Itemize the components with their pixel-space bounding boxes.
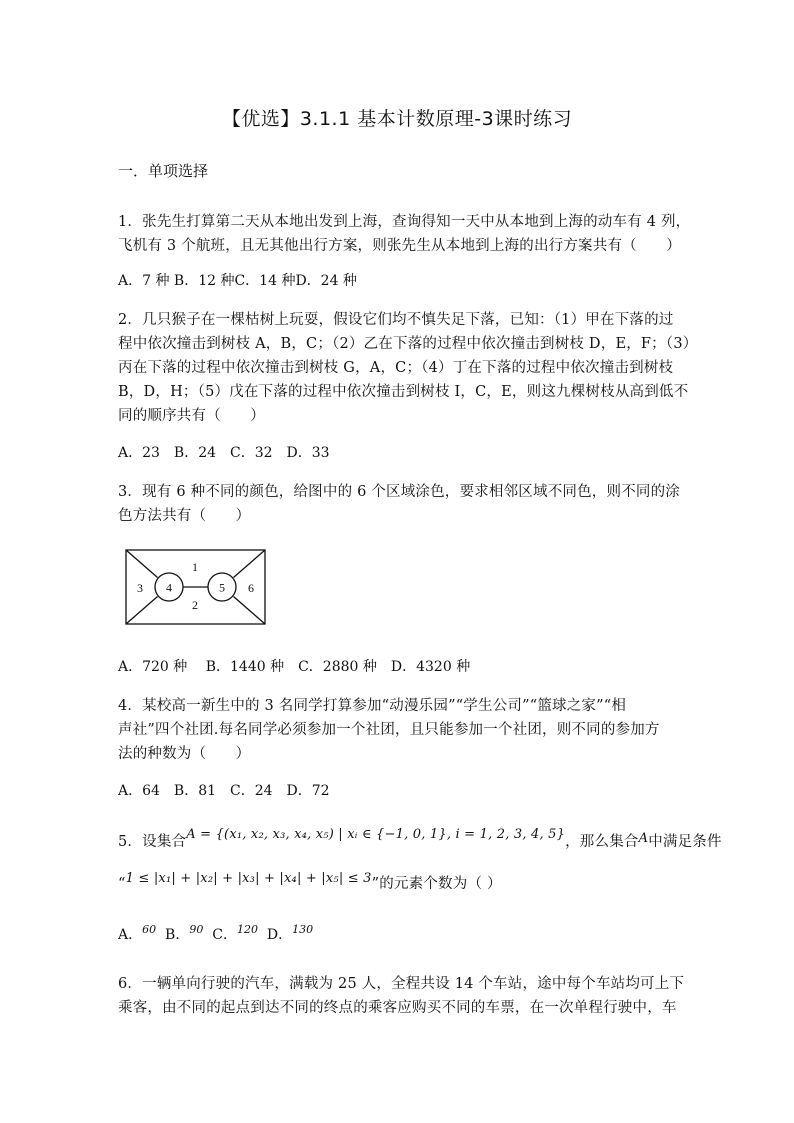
page-title: 【优选】3.1.1 基本计数原理-3课时练习 [221,108,573,130]
diagram-diag-bl [126,597,158,625]
q5-prefix: 5．设集合 [118,834,187,850]
diagram-diag-tr [234,550,266,578]
q3-options: A．720 种 B．1440 种 C．2880 种 D．4320 种 [118,659,471,675]
q5-condition: 1 ≤ |x₁| + |x₂| + |x₃| + |x₄| + |x₅| ≤ 3 [125,871,372,886]
q5-open-quote: “ [118,876,126,892]
region-diagram [124,548,269,632]
q4-line1: 4．某校高一新生中的 3 名同学打算参加“动漫乐园”“学生公司”“篮球之家”“相 [118,698,627,714]
q5-opt-c-label: C． [212,927,237,943]
q5-line1 [118,827,722,851]
q5-opt-a-label: A． [118,927,143,943]
region-label-1: 1 [192,560,198,574]
q2-options: A．23 B．24 C．32 D．33 [118,445,330,461]
q5-opt-b-value: 90 [189,923,204,936]
diagram-diag-tl [126,550,158,578]
q2-line4: B，D，H；（5）戊在下落的过程中依次撞击到树枝 I，C，E，则这九棵树枝从高到低不 [118,384,689,400]
q6-line1: 6．一辆单向行驶的汽车，满载为 25 人，全程共设 14 个车站，途中每个车站均可上下 [118,976,685,992]
q5-close-quote: ” [371,876,380,892]
q4-line2: 声社”四个社团.每名同学必须参加一个社团，且只能参加一个社团，则不同的参加方 [118,722,660,738]
q5-options [118,924,313,944]
q2-line1: 2．几只猴子在一棵枯树上玩耍，假设它们均不慎失足下落，已知：（1）甲在下落的过 [118,312,674,328]
section-heading: 一．单项选择 [118,162,209,180]
q3-line2: 色方法共有（ ） [118,508,251,524]
q1-line2: 飞机有 3 个航班，且无其他出行方案，则张先生从本地到上海的出行方案共有（ ） [118,238,681,254]
q1-line1: 1．张先生打算第二天从本地出发到上海，查询得知一天中从本地到上海的动车有 4 列， [118,214,691,230]
q5-middle: ，那么集合 [565,834,639,850]
q5-opt-c-value: 120 [236,923,258,936]
region-label-3: 3 [137,581,143,595]
region-label-6: 6 [248,581,254,595]
q5-opt-d-label: D． [266,927,293,943]
q5-set-formula: A = {(x₁, x₂, x₃, x₄, x₅) | xᵢ ∈ {−1, 0, 1}, i = 1, 2, 3, 4, 5} [186,827,566,842]
q5-suffix: 中满足条件 [648,834,722,850]
q4-line3: 法的种数为（ ） [118,746,251,762]
q5-opt-d-value: 130 [292,923,314,936]
q2-line5: 同的顺序共有（ ） [118,408,265,424]
q6-line2: 乘客，由不同的起点到达不同的终点的乘客应购买不同的车票，在一次单程行驶中，车 [118,1000,677,1016]
q5-opt-a-value: 60 [142,923,157,936]
q5-set-name: A [638,831,649,846]
q5-opt-b-label: B． [165,927,190,943]
region-label-5: 5 [219,580,225,595]
region-label-4: 4 [166,580,172,595]
q5-line2 [118,872,502,893]
q2-line2: 程中依次撞击到树枝 A，B，C；（2）乙在下落的过程中依次撞击到树枝 D，E，F；（3） [118,336,698,352]
region-label-2: 2 [192,598,198,612]
q1-options: A．7 种 B．12 种C．14 种D．24 种 [118,273,357,289]
q5-tail: 的元素个数为（ ） [379,876,502,892]
q3-line1: 3．现有 6 种不同的颜色，给图中的 6 个区域涂色，要求相邻区域不同色，则不同的涂 [118,484,681,500]
q2-line3: 丙在下落的过程中依次撞击到树枝 G，A，C；（4）丁在下落的过程中依次撞击到树枝 [118,360,674,376]
diagram-diag-br [234,597,266,625]
q4-options: A．64 B．81 C．24 D．72 [118,783,330,799]
